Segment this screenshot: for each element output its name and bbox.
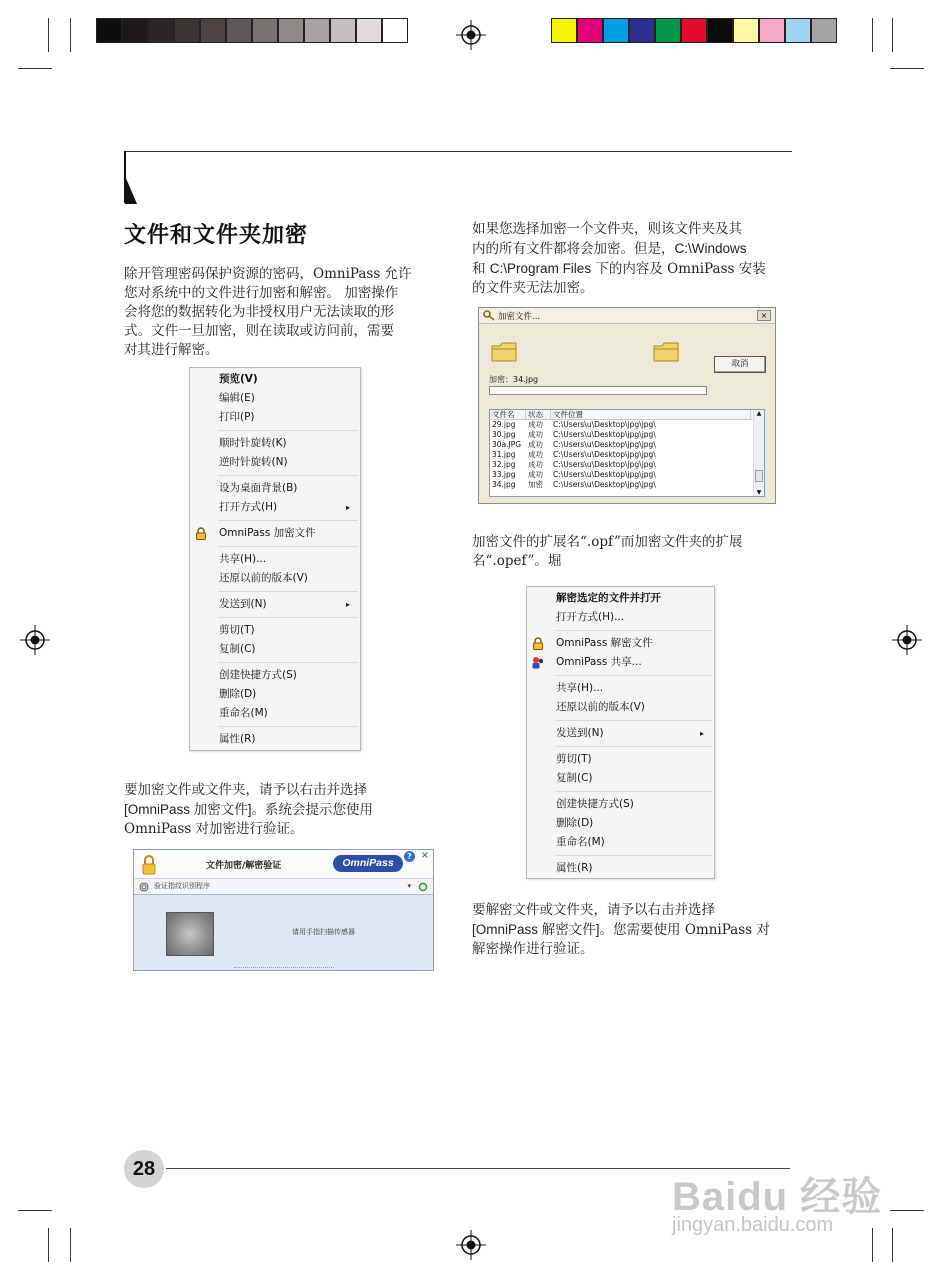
menu-item[interactable] [527,608,714,627]
table-cell: 成功 [528,470,543,479]
step-text: 。系统会提示您使用 [251,802,374,818]
menu-item-label: OmniPass 共享... [556,656,642,668]
menu-item[interactable] [190,569,360,588]
menu-item-label: 打开方式(H)... [556,611,625,623]
menu-item-label: 删除(D) [556,817,594,829]
crop-mark [872,1228,873,1262]
table-row[interactable] [490,480,764,490]
intro-line: 您对系统中的文件进行加密和解密。 加密操作 [124,285,399,301]
registration-mark-icon [20,625,50,655]
decrypt-line [472,920,792,940]
table-cell: C:\Users\u\Desktop\jpg\jpg\ [553,440,656,449]
menu-item[interactable] [527,814,714,833]
table-cell: 30.jpg [492,430,516,439]
table-row[interactable] [490,430,764,440]
menu-separator [218,726,358,727]
crop-mark [48,18,49,52]
table-cell: C:\Users\u\Desktop\jpg\jpg\ [553,480,656,489]
help-button[interactable]: ? [404,851,415,862]
menu-item[interactable] [190,389,360,408]
encrypt-step-paragraph [124,781,436,839]
table-row[interactable] [490,450,764,460]
omnipass-logo: OmniPass [333,855,403,872]
scroll-thumb[interactable] [755,470,763,482]
color-swatch [148,18,174,43]
fingerprint-icon [139,882,149,892]
menu-item[interactable] [527,679,714,698]
chevron-down-icon: ▾ [407,882,411,890]
column-header[interactable]: 文件位置 [551,410,751,419]
close-button[interactable]: × [757,310,771,321]
color-swatch [200,18,226,43]
crop-mark [892,1228,893,1262]
menu-item-label: 重命名(M) [556,836,605,848]
decrypt-line: 要解密文件或文件夹，请予以右击并选择 [472,902,715,918]
extension-line: 名“.opef”。堀 [472,553,562,569]
menu-item[interactable] [527,653,714,672]
folder-icon [653,340,679,362]
menu-item[interactable] [527,724,714,743]
intro-line: 会将您的数据转化为非授权用户无法读取的形 [124,304,394,320]
table-cell: 成功 [528,420,543,429]
menu-item-label: 共享(H)... [556,682,604,694]
crop-mark [18,68,52,69]
registration-mark-icon [456,20,486,50]
menu-separator [555,791,712,792]
menu-separator [555,630,712,631]
menu-item[interactable] [190,479,360,498]
menu-item-label: 顺时针旋转(K) [219,437,287,449]
table-cell: 成功 [528,460,543,469]
close-button[interactable]: × [420,850,429,861]
menu-item[interactable] [190,434,360,453]
lock-icon [194,527,208,540]
menu-item-label: 删除(D) [219,688,257,700]
color-swatch [252,18,278,43]
table-cell: 成功 [528,440,543,449]
column-header[interactable]: 状态 [526,410,551,419]
folder-paragraph [472,220,790,298]
status-text: 加密：34.jpg [489,375,539,384]
decrypt-text: 。您需要使用 OmniPass 对 [599,922,770,938]
table-cell: 34.jpg [492,480,516,489]
color-swatch [655,18,681,43]
folder-icon [491,340,517,362]
lock-icon [531,637,545,650]
table-cell: 32.jpg [492,460,516,469]
menu-item[interactable] [527,833,714,852]
encrypt-progress-dialog [478,307,776,504]
menu-separator [555,746,712,747]
padlock-icon [141,855,157,875]
table-cell: 成功 [528,450,543,459]
table-cell: C:\Users\u\Desktop\jpg\jpg\ [553,430,656,439]
menu-item-label: 打开方式(H) [219,501,278,513]
table-row[interactable] [490,440,764,450]
baidu-watermark: Baidu 经验 [672,1175,883,1219]
step-line: 要加密文件或文件夹，请予以右击并选择 [124,782,367,798]
menu-item-label: 打印(P) [219,411,255,423]
table-cell: C:\Users\u\Desktop\jpg\jpg\ [553,470,656,479]
intro-line: 除开管理密码保护资源的密码，OmniPass 允许 [124,266,412,282]
menu-item-label: 还原以前的版本(V) [556,701,645,713]
menu-item[interactable] [190,640,360,659]
menu-item[interactable] [190,666,360,685]
menu-item-label: 属性(R) [219,733,256,745]
color-swatch [174,18,200,43]
baidu-watermark-url: jingyan.baidu.com [672,1214,834,1236]
menu-command-ref: [OmniPass 解密文件] [472,922,600,937]
menu-item[interactable] [190,453,360,472]
menu-item-label: 重命名(M) [219,707,268,719]
registration-mark-icon [892,625,922,655]
menu-separator [555,675,712,676]
menu-separator [218,662,358,663]
menu-item-label: 预览(V) [219,373,258,385]
menu-separator [218,520,358,521]
color-swatch [226,18,252,43]
crop-mark [872,18,873,52]
file-list-scrollbar[interactable] [753,410,764,496]
menu-separator [218,546,358,547]
menu-item-label: 复制(C) [219,643,256,655]
menu-item[interactable] [190,370,360,389]
file-list-body [490,420,764,490]
menu-item[interactable] [190,595,360,614]
intro-line: 式。文件一旦加密，则在读取或访问前，需要 [124,323,394,339]
path-ref: C:\Program Files [489,261,592,276]
menu-item-label: 设为桌面背景(B) [219,482,298,494]
menu-item[interactable] [527,750,714,769]
verification-method-dropdown[interactable] [134,879,433,895]
folder-text: 和 [472,261,490,277]
menu-item-label: 解密选定的文件并打开 [556,592,661,604]
color-swatch [278,18,304,43]
step-line: OmniPass 对加密进行验证。 [124,821,304,837]
menu-item[interactable] [527,795,714,814]
table-row[interactable] [490,420,764,430]
step-line [124,800,436,820]
crop-mark [890,1210,924,1211]
color-swatch [785,18,811,43]
refresh-icon[interactable] [418,882,428,892]
color-swatch [304,18,330,43]
submenu-arrow-icon: ▸ [699,729,704,738]
color-swatch [759,18,785,43]
dropdown-value: 验证指纹识别程序 [154,882,210,890]
color-swatch [733,18,759,43]
menu-item[interactable] [527,589,714,608]
menu-separator [555,720,712,721]
menu-separator [218,430,358,431]
file-list-header [490,410,764,420]
menu-item-label: OmniPass 加密文件 [219,527,316,539]
submenu-arrow-icon: ▸ [345,600,350,609]
crop-mark [70,18,71,52]
color-swatch [122,18,148,43]
menu-command-ref: [OmniPass 加密文件] [124,802,252,817]
page-number: 28 [124,1150,164,1188]
color-swatch [356,18,382,43]
menu-separator [555,855,712,856]
verification-prompt: 请用手指扫描传感器 [292,928,355,936]
menu-item-label: 剪切(T) [556,753,592,765]
table-cell: 33.jpg [492,470,516,479]
menu-separator [218,591,358,592]
color-swatch [382,18,408,43]
table-cell: 30a.JPG [492,440,522,449]
path-ref: C:\Windows [674,241,747,256]
table-cell: C:\Users\u\Desktop\jpg\jpg\ [553,420,656,429]
submenu-arrow-icon: ▸ [345,503,350,512]
header-rule [124,151,792,152]
folder-line [472,239,790,259]
table-cell: C:\Users\u\Desktop\jpg\jpg\ [553,450,656,459]
color-swatch [96,18,122,43]
menu-separator [218,617,358,618]
extension-paragraph [472,533,790,571]
menu-item-label: 共享(H)... [219,553,267,565]
crop-mark [890,68,924,69]
registration-mark-icon [456,1230,486,1260]
crop-mark [70,1228,71,1262]
menu-item[interactable] [190,704,360,723]
folder-text: 内的所有文件都将会加密。但是， [472,241,675,257]
encrypt-context-menu [189,367,361,751]
menu-item[interactable] [190,550,360,569]
color-swatch [577,18,603,43]
decrypt-line: 解密操作进行验证。 [472,941,594,957]
key-search-icon [483,310,495,321]
file-list[interactable] [489,409,765,497]
table-row[interactable] [490,470,764,480]
menu-item-label: 还原以前的版本(V) [219,572,308,584]
table-row[interactable] [490,460,764,470]
menu-item-label: 逆时针旋转(N) [219,456,288,468]
crop-mark [18,1210,52,1211]
menu-item[interactable] [527,634,714,653]
menu-item-label: 剪切(T) [219,624,255,636]
verification-dialog [133,849,434,971]
color-swatch [551,18,577,43]
menu-item-label: OmniPass 解密文件 [556,637,653,649]
decrypt-context-menu [526,586,715,879]
color-swatch [681,18,707,43]
column-header[interactable]: 文件名 [490,410,526,419]
verification-header [134,850,433,879]
table-cell: 29.jpg [492,420,516,429]
crop-mark [48,1228,49,1262]
section-title: 文件和文件夹加密 [124,223,309,248]
cancel-button[interactable]: 取消 [714,356,766,373]
color-swatch [603,18,629,43]
decrypt-step-paragraph [472,901,792,959]
menu-item-label: 编辑(E) [219,392,255,404]
dialog-title: 加密文件... [498,311,541,322]
dialog-titlebar [479,308,775,324]
user-share-icon [531,656,545,669]
color-swatch [811,18,837,43]
menu-item[interactable] [527,698,714,717]
menu-item[interactable] [190,730,360,749]
menu-item-label: 复制(C) [556,772,593,784]
folder-line: 如果您选择加密一个文件夹，则该文件夹及其 [472,221,742,237]
menu-item[interactable] [190,621,360,640]
color-swatch [330,18,356,43]
menu-item-label: 属性(R) [556,862,593,874]
progress-bar [489,386,707,395]
table-cell: 成功 [528,430,543,439]
verification-title: 文件加密/解密验证 [206,861,282,871]
menu-item-label: 发送到(N) [556,727,604,739]
menu-item[interactable] [190,408,360,427]
grayscale-calibration-strip [96,18,408,43]
dialog-grip [234,967,334,969]
menu-item-label: 发送到(N) [219,598,267,610]
color-calibration-strip [551,18,837,43]
table-cell: 31.jpg [492,450,516,459]
folder-line [472,259,790,279]
folder-line: 的文件夹无法加密。 [472,280,594,296]
crop-mark [892,18,893,52]
color-swatch [629,18,655,43]
intro-paragraph [124,265,436,360]
table-cell: C:\Users\u\Desktop\jpg\jpg\ [553,460,656,469]
scroll-up-arrow-icon[interactable]: ▲ [756,410,762,417]
color-swatch [707,18,733,43]
menu-item[interactable] [190,524,360,543]
menu-separator [218,475,358,476]
menu-item[interactable] [527,859,714,878]
menu-item-label: 创建快捷方式(S) [556,798,634,810]
menu-item[interactable] [190,685,360,704]
table-cell: 加密 [528,480,543,489]
intro-line: 对其进行解密。 [124,342,219,358]
menu-item[interactable] [190,498,360,517]
menu-item[interactable] [527,769,714,788]
extension-line: 加密文件的扩展名“.opf”而加密文件夹的扩展 [472,534,743,550]
scroll-down-arrow-icon[interactable]: ▼ [756,489,762,496]
menu-item-label: 创建快捷方式(S) [219,669,297,681]
fingerprint-sensor-image [166,912,214,956]
header-corner-triangle [125,176,137,204]
folder-text: 下的内容及 OmniPass 安装 [591,261,766,277]
